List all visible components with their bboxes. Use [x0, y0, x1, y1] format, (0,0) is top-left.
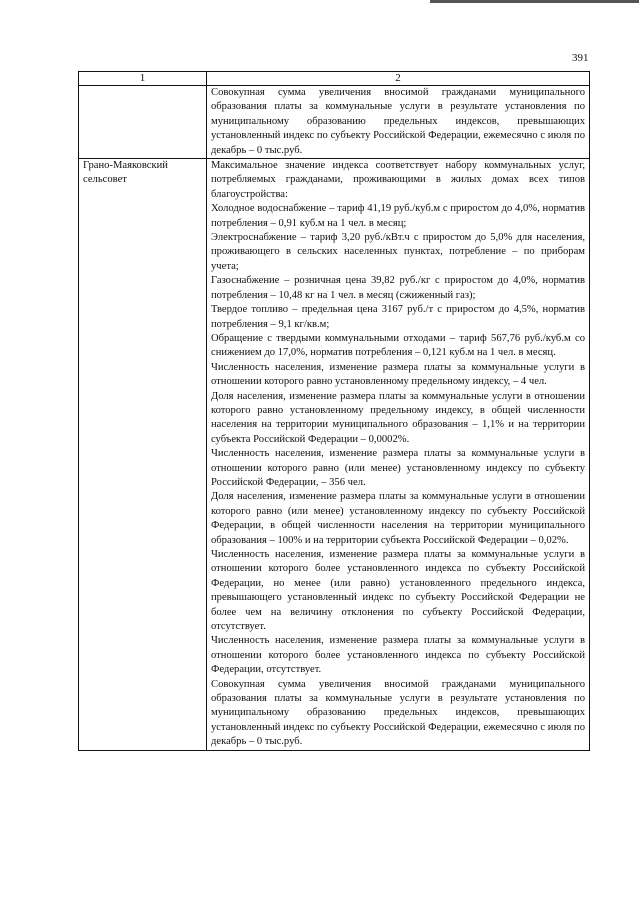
column-header-1: 1 — [79, 72, 207, 86]
description-cell — [207, 159, 590, 751]
scan-edge-line — [430, 0, 639, 3]
paragraph: Обращение с твердыми коммунальными отходами – тариф 567,76 руб./куб.м со снижением до 17,0%, норматив потребления – 0,121 куб.м на 1 чел. в месяц. — [211, 332, 585, 359]
paragraph: Доля населения, изменение размера платы за коммунальные услуги в отношении которого равно (или менее) установленному индексу по субъекту Российской Федерации, в общей численности населения на территории муниципального образования – 100% и на территории субъекта Российской Федерации – 0,02%. — [211, 491, 585, 546]
document-table — [78, 71, 590, 751]
page-number: 391 — [572, 52, 589, 64]
paragraph: Численность населения, изменение размера платы за коммунальные услуги в отношении которого более установленного индекса по субъекту Российской Федерации, но менее (или равно) установленного предельного индекса, превышающего установленный индекс по субъекту Российской Федерации не более чем на величину отклонения по субъекту Российской Федерации, отсутствует. — [211, 549, 585, 633]
region-name: Грано-Маяковский сельсовет — [79, 159, 207, 751]
paragraph: Численность населения, изменение размера платы за коммунальные услуги в отношении которого равно (или менее) установленному индексу по субъекту Российской Федерации, – 356 чел. — [211, 448, 585, 488]
paragraph: Доля населения, изменение размера платы за коммунальные услуги в отношении которого равно установленному предельному индексу, в общей численности населения на территории муниципального образования – 1,1% и на территории субъекта Российской Федерации – 0,0002%. — [211, 390, 585, 445]
table-row — [79, 86, 590, 159]
paragraph: Совокупная сумма увеличения вносимой гражданами муниципального образования платы за коммунальные услуги в результате установления по муниципальному образованию предельных индексов, превышающих установленный индекс по субъекту Российской Федерации, ежемесячно с июля по декабрь – 0 тыс.руб. — [211, 87, 585, 156]
paragraph: Электроснабжение – тариф 3,20 руб./кВт.ч с приростом до 5,0% для населения, проживающего в сельских населенных пунктах, потребление – по приборам учета; — [211, 232, 585, 272]
paragraph: Совокупная сумма увеличения вносимой гражданами муниципального образования платы за коммунальные услуги в результате установления по муниципальному образованию предельных индексов, превышающих установленный индекс по субъекту Российской Федерации, ежемесячно с июля по декабрь – 0 тыс.руб. — [211, 678, 585, 748]
table-header-row — [79, 72, 590, 86]
paragraph: Твердое топливо – предельная цена 3167 руб./т с приростом до 4,5%, норматив потребления – 9,1 кг/кв.м; — [211, 304, 585, 330]
description-cell — [207, 86, 590, 159]
paragraph: Максимальное значение индекса соответствует набору коммунальных услуг, потребляемых гражданами, проживающими в жилых домах всех типов благоустройства: — [211, 160, 585, 200]
paragraph: Численность населения, изменение размера платы за коммунальные услуги в отношении которого равно установленному предельному индексу, – 4 чел. — [211, 361, 585, 388]
paragraph: Численность населения, изменение размера платы за коммунальные услуги в отношении которого более установленного индекса по субъекту Российской Федерации, отсутствует. — [211, 635, 585, 676]
paragraph: Холодное водоснабжение – тариф 41,19 руб./куб.м с приростом до 4,0%, норматив потребления – 0,91 куб.м на 1 чел. в месяц; — [211, 203, 585, 229]
region-cell-empty — [79, 86, 207, 159]
paragraph: Газоснабжение – розничная цена 39,82 руб./кг с приростом до 4,0%, норматив потребления – 10,48 кг на 1 чел. в месяц (сжиженный газ); — [211, 275, 585, 301]
table-row — [79, 159, 590, 751]
column-header-2: 2 — [207, 72, 590, 86]
